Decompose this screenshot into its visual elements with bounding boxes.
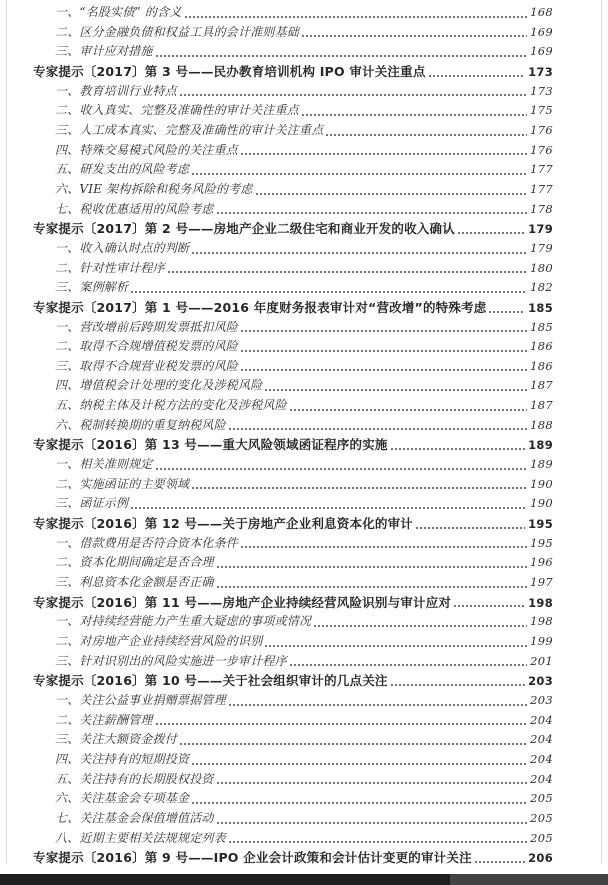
dot-leader	[184, 3, 528, 23]
toc-sub-entry[interactable]	[0, 475, 553, 495]
toc-page-number: 201	[530, 653, 553, 668]
toc-page-number: 176	[530, 122, 553, 137]
dot-leader	[457, 219, 525, 239]
toc-entry-label: 专家提示〔2017〕第 1 号——2016 年度财务报表审计对“营改增”的特殊考虑	[33, 299, 487, 315]
toc-entry-label: 四、关注持有的短期投资	[55, 751, 190, 766]
toc-entry-label: 专家提示〔2016〕第 12 号——关于房地产企业利息资本化的审计	[33, 516, 413, 532]
toc-page-number: 206	[528, 851, 553, 866]
dot-leader	[428, 62, 526, 82]
dot-leader	[240, 534, 527, 554]
toc-entry-label: 二、实施函证的主要领域	[55, 476, 190, 491]
taskbar-dark-segment[interactable]	[0, 874, 450, 885]
dot-leader	[240, 318, 527, 338]
toc-entry-label: 一、相关准则规定	[55, 457, 153, 472]
toc-sub-entry[interactable]	[0, 239, 553, 259]
toc-entry-label: 二、取得不合规增值税发票的风险	[55, 339, 239, 354]
toc-entry-label: 二、针对性审计程序	[55, 260, 165, 275]
dot-leader	[191, 789, 527, 809]
toc-entry-label: 专家提示〔2016〕第 10 号——关于社会组织审计的几点关注	[33, 673, 388, 689]
dot-leader	[474, 848, 525, 868]
toc-page-number: 168	[530, 5, 553, 19]
dot-leader	[390, 671, 526, 691]
toc-page-number: 185	[530, 319, 553, 334]
toc-sub-entry[interactable]	[0, 632, 553, 652]
toc-sub-entry[interactable]	[0, 455, 553, 475]
toc-sub-entry[interactable]	[0, 121, 553, 141]
toc-sub-entry[interactable]	[0, 259, 553, 279]
dot-leader	[191, 239, 527, 259]
toc-page-number: 186	[530, 339, 553, 354]
dot-leader	[228, 829, 527, 849]
toc-sub-entry[interactable]	[0, 573, 553, 593]
toc-page-number: 195	[528, 517, 553, 532]
dot-leader	[415, 514, 525, 534]
toc-entry-label: 五、纳税主体及计税方法的变化及涉税风险	[55, 398, 287, 413]
toc-entry-label: 八、近期主要相关法规规定列表	[55, 830, 226, 845]
toc-page-number: 195	[530, 535, 553, 550]
toc-chapter-entry[interactable]	[0, 671, 553, 691]
taskbar[interactable]	[0, 874, 608, 885]
toc-sub-entry[interactable]	[0, 200, 553, 220]
toc-sub-entry[interactable]	[0, 3, 553, 23]
toc-page-number: 190	[530, 496, 553, 511]
toc-entry-label: 二、区分金融负债和权益工具的会计准则基础	[55, 24, 300, 39]
toc-entry-label: 一、收入确认时点的判断	[55, 240, 190, 255]
toc-page-number: 186	[530, 358, 553, 373]
toc-chapter-entry[interactable]	[0, 62, 553, 82]
toc-entry-label: 一、营改增前后跨期发票抵扣风险	[55, 319, 239, 334]
toc-sub-entry[interactable]	[0, 711, 553, 731]
toc-sub-entry[interactable]	[0, 357, 553, 377]
toc-entry-label: 三、利息资本化金额是否正确	[55, 575, 214, 590]
toc-entry-label: 专家提示〔2017〕第 2 号——房地产企业二级住宅和商业开发的收入确认	[33, 221, 455, 237]
dot-leader	[313, 612, 527, 632]
toc-entry-label: 三、函证示例	[55, 496, 129, 511]
toc-page-number: 188	[530, 417, 553, 432]
toc-page-number: 179	[528, 222, 553, 237]
dot-leader	[240, 357, 527, 377]
toc-page-number: 205	[530, 810, 553, 825]
toc-chapter-entry[interactable]	[0, 435, 553, 455]
toc-entry-label: 二、资本化期间确定是否合理	[55, 555, 214, 570]
toc-sub-entry[interactable]	[0, 770, 553, 790]
toc-sub-entry[interactable]	[0, 337, 553, 357]
dot-leader	[155, 42, 528, 62]
dot-leader	[167, 259, 527, 279]
dot-leader	[179, 82, 527, 102]
toc-page-number: 175	[530, 103, 553, 118]
toc-entry-label: 六、税制转换期的重复纳税风险	[55, 417, 226, 432]
dot-leader	[325, 121, 527, 141]
toc-entry-label: 四、特殊交易模式风险的关注重点	[55, 142, 239, 157]
toc-entry-label: 三、案例解析	[55, 280, 129, 295]
dot-leader	[255, 180, 528, 200]
dot-leader	[240, 337, 527, 357]
toc-sub-entry[interactable]	[0, 101, 553, 121]
toc-entry-label: 专家提示〔2016〕第 9 号——IPO 企业会计政策和会计估计变更的审计关注	[33, 850, 472, 866]
dot-leader	[216, 573, 528, 593]
dot-leader	[264, 632, 527, 652]
toc-entry-label: 四、增值税会计处理的变化及涉税风险	[55, 378, 263, 393]
dot-leader	[216, 770, 528, 790]
toc-page-number: 187	[530, 398, 553, 413]
toc-page-number: 177	[530, 162, 553, 177]
toc-entry-label: 一、借款费用是否符合资本化条件	[55, 535, 239, 550]
dot-leader	[289, 396, 527, 416]
dot-leader	[390, 435, 526, 455]
toc-page-number: 173	[530, 83, 553, 98]
toc-entry-label: 三、关注大额资金拨付	[55, 732, 178, 747]
toc-chapter-entry[interactable]	[0, 219, 553, 239]
dot-leader	[130, 494, 527, 514]
toc-sub-entry[interactable]	[0, 23, 553, 43]
toc-sub-entry[interactable]	[0, 534, 553, 554]
toc-page-number: 205	[530, 830, 553, 845]
toc-page-number: 182	[530, 280, 553, 295]
toc-entry-label: 专家提示〔2017〕第 3 号——民办教育培训机构 IPO 审计关注重点	[33, 63, 426, 79]
toc-sub-entry[interactable]	[0, 829, 553, 849]
toc-entry-label: 六、关注基金会专项基金	[55, 791, 190, 806]
toc-sub-entry[interactable]	[0, 376, 553, 396]
toc-page-number: 180	[530, 260, 553, 275]
toc-page-number: 176	[530, 142, 553, 157]
toc-page-number: 204	[530, 732, 553, 747]
dot-leader	[191, 475, 527, 495]
toc-sub-entry[interactable]	[0, 789, 553, 809]
toc-entry-label: 二、对房地产企业持续经营风险的识别	[55, 634, 263, 648]
toc-page-number: 204	[530, 751, 553, 766]
dot-leader	[216, 200, 528, 220]
toc-entry-label: 一、教育培训行业特点	[55, 83, 178, 98]
toc-page-number: 198	[530, 614, 553, 629]
toc-entry-label: 六、VIE 架构拆除和税务风险的考虑	[55, 181, 253, 196]
toc-page-number: 196	[530, 555, 553, 570]
toc-page-number: 179	[530, 240, 553, 255]
toc-page-number: 177	[530, 181, 553, 196]
toc-page-number: 189	[530, 457, 553, 472]
dot-leader	[488, 298, 525, 318]
toc-sub-entry[interactable]	[0, 180, 553, 200]
toc-sub-entry[interactable]	[0, 612, 553, 632]
page-edge-right	[601, 0, 602, 863]
toc-sub-entry[interactable]	[0, 691, 553, 711]
toc-entry-label: 一、“名股实债” 的含义	[55, 5, 182, 19]
dot-leader	[155, 711, 528, 731]
toc-entry-label: 三、审计应对措施	[55, 44, 153, 59]
dot-leader	[191, 160, 527, 180]
toc-page-number: 204	[530, 712, 553, 727]
toc-page-number: 205	[530, 791, 553, 806]
toc-sub-entry[interactable]	[0, 494, 553, 514]
dot-leader	[216, 809, 528, 829]
toc-sub-entry[interactable]	[0, 141, 553, 161]
toc-page-number: 199	[530, 634, 553, 648]
toc-entry-label: 一、对持续经营能力产生重大疑虑的事项或情况	[55, 614, 312, 629]
toc-page-number: 189	[528, 438, 553, 453]
toc-chapter-entry[interactable]	[0, 593, 553, 613]
dot-leader	[240, 141, 527, 161]
toc-sub-entry[interactable]	[0, 553, 553, 573]
toc-entry-label: 一、关注公益事业捐赠票据管理	[55, 692, 226, 707]
toc-entry-label: 七、关注基金会保值增值活动	[55, 810, 214, 825]
toc-page-number: 203	[528, 674, 553, 689]
dot-leader	[216, 553, 528, 573]
dot-leader	[130, 278, 527, 298]
toc-sub-entry[interactable]	[0, 278, 553, 298]
toc-entry-label: 五、关注持有的长期股权投资	[55, 771, 214, 786]
dot-leader	[264, 376, 527, 396]
toc-sub-entry[interactable]	[0, 809, 553, 829]
toc-sub-entry[interactable]	[0, 652, 553, 672]
page-edge-left	[6, 0, 7, 863]
dot-leader	[301, 101, 527, 121]
taskbar-light-segment[interactable]	[450, 874, 608, 885]
toc-sub-entry[interactable]	[0, 416, 553, 436]
toc-page-number: 190	[530, 476, 553, 491]
toc-page-number: 185	[528, 300, 553, 315]
toc-page-number: 178	[530, 201, 553, 216]
toc-page-number: 169	[530, 44, 553, 59]
dot-leader	[453, 593, 525, 613]
toc-entry-label: 二、关注薪酬管理	[55, 712, 153, 727]
toc-sub-entry[interactable]	[0, 160, 553, 180]
toc-page-number: 197	[530, 575, 553, 590]
toc-entry-label: 五、研发支出的风险考虑	[55, 162, 190, 177]
toc-entry-label: 二、收入真实、完整及准确性的审计关注重点	[55, 103, 300, 118]
toc-entry-label: 七、税收优惠适用的风险考虑	[55, 201, 214, 216]
dot-leader	[191, 750, 527, 770]
toc-page-number: 169	[530, 24, 553, 39]
toc-sub-entry[interactable]	[0, 396, 553, 416]
toc-sub-entry[interactable]	[0, 730, 553, 750]
dot-leader	[301, 23, 527, 43]
toc-entry-label: 三、针对识别出的风险实施进一步审计程序	[55, 653, 287, 668]
toc-chapter-entry[interactable]	[0, 848, 553, 868]
toc-page-number: 198	[528, 595, 553, 610]
dot-leader	[289, 652, 527, 672]
dot-leader	[228, 416, 527, 436]
toc-chapter-entry[interactable]	[0, 514, 553, 534]
toc-page-number: 173	[528, 64, 553, 79]
toc-entry-label: 专家提示〔2016〕第 11 号——房地产企业持续经营风险识别与审计应对	[33, 594, 452, 610]
toc-chapter-entry[interactable]	[0, 298, 553, 318]
toc-entry-label: 专家提示〔2016〕第 13 号——重大风险领域函证程序的实施	[33, 437, 388, 453]
toc-sub-entry[interactable]	[0, 82, 553, 102]
toc-page-number: 203	[530, 692, 553, 707]
dot-leader	[179, 730, 527, 750]
toc-page-number: 204	[530, 771, 553, 786]
toc-sub-entry[interactable]	[0, 318, 553, 338]
toc-sub-entry[interactable]	[0, 750, 553, 770]
toc-page-number: 187	[530, 378, 553, 393]
toc-sub-entry[interactable]	[0, 42, 553, 62]
dot-leader	[155, 455, 528, 475]
toc-entry-label: 三、人工成本真实、完整及准确性的审计关注重点	[55, 122, 324, 137]
toc-entry-label: 三、取得不合规营业税发票的风险	[55, 358, 239, 373]
dot-leader	[228, 691, 527, 711]
